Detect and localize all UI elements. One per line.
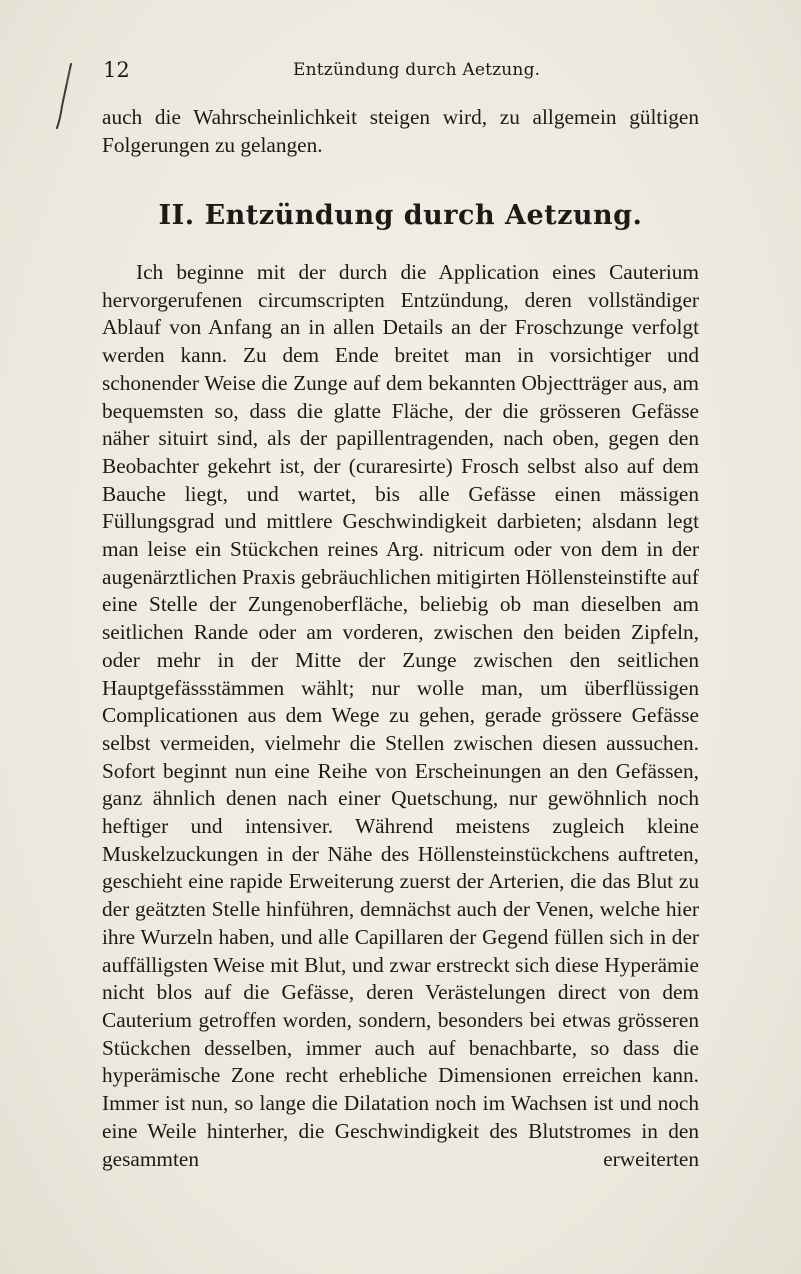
intro-paragraph: auch die Wahrscheinlichkeit steigen wird, zu allgemein gültigen Folgerungen zu gelangen. <box>102 105 699 157</box>
running-title: Entzündung durch Aetzung. <box>293 60 541 80</box>
page-number: 12 <box>103 58 130 82</box>
section-paragraph: Ich beginne mit der durch die Application eines Cauterium hervorgerufenen circumscripten Entzündung, deren vollständiger Ablauf von Anfang an in allen Details an der Froschzunge verfolgt werden kann. Zu dem Ende breitet man in vorsichtiger und schonender Weise die Zunge auf dem bekannten Objectträger aus, am bequemsten so, dass die glatte Fläche, der die grösseren Gefässe näher situirt sind, als der papillentragenden, nach oben, gegen den Beobachter gekehrt ist, der (curaresirte) Frosch selbst also auf dem Bauche liegt, und wartet, bis alle Gefässe einen mässigen Füllungsgrad und mittlere Geschwindigkeit darbieten; alsdann legt man leise ein Stückchen reines Arg. nitricum oder von dem in der augenärztlichen Praxis gebräuchlichen mitigirten Höllensteinstifte auf eine Stelle der Zungenoberfläche, beliebig ob man dieselben am seitlichen Rande oder am vorderen, zwischen den beiden Zipfeln, oder mehr in der Mitte der Zunge zwischen den seitlichen Hauptgefässstämmen wählt; nur wolle man, um überflüssigen Complicationen aus dem Wege zu gehen, gerade grössere Gefässe selbst vermeiden, vielmehr die Stellen zwischen diesen aussuchen. Sofort beginnt nun eine Reihe von Erscheinungen an den Gefässen, ganz ähnlich denen nach einer Quetschung, nur gewöhnlich noch heftiger und intensiver. Während meistens zugleich kleine Muskelzuckungen in der Nähe des Höllensteinstückchens auftreten, geschieht eine rapide Erweiterung zuerst der Arterien, die das Blut zu der geätzten Stelle hinführen, demnächst auch der Venen, welche hier ihre Wurzeln haben, und alle Capillaren der Gegend füllen sich in der auffälligsten Weise mit Blut, und zwar erstreckt sich diese Hyperämie nicht blos auf die Gefässe, deren Verästelungen direct von dem Cauterium getroffen worden, sondern, besonders bei etwas grösseren Stückchen desselben, immer auch auf benachbarte, so dass die hyperämische Zone recht erhebliche Dimensionen erreichen kann. Immer ist nun, so lange die Dilatation noch im Wachsen ist und noch eine Weile hinterher, die Geschwindigkeit des Blutstromes in den gesammten erweiterten <box>102 260 699 1171</box>
section-heading: II. Entzündung durch Aetzung. <box>158 200 643 231</box>
running-head <box>103 58 703 84</box>
pencil-margin-mark <box>54 62 78 130</box>
